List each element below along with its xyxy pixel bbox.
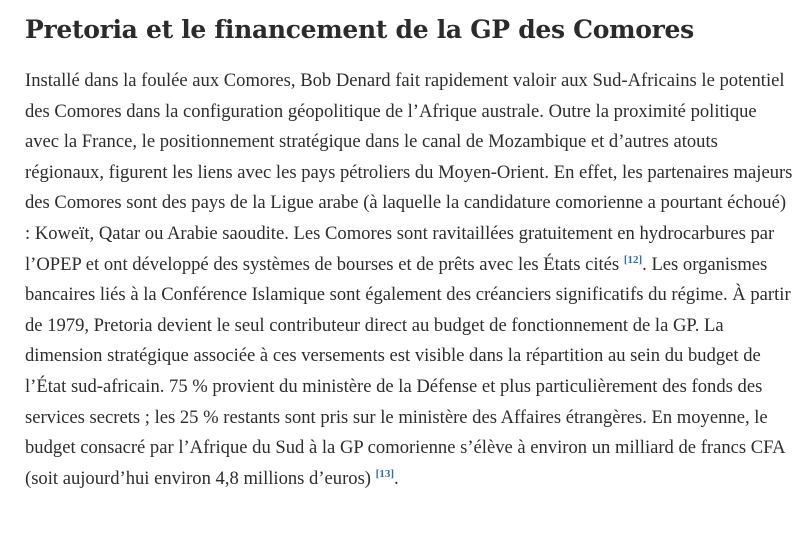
article-paragraph (25, 66, 793, 494)
paragraph-text-part-2: . Les organismes bancaires liés à la Conférence Islamique sont également des créanciers significatifs du régime. À partir de 1979, Pretoria devient le seul contributeur direct au budget de fonctionnement de la GP. La dimension stratégique associée à ces versements est visible dans la répartition au sein du budget de l’État sud-africain. 75 % provient du ministère de la Défense et plus particulièrement des fonds des services secrets ; les 25 % restants sont pris sur le ministère des Affaires étrangères. En moyenne, le budget consacré par l’Afrique du Sud à la GP comorienne s’élève à environ un milliard de francs CFA (soit aujourd’hui environ 4,8 millions d’euros) (25, 253, 791, 489)
footnote-link-12[interactable]: [12] (623, 253, 643, 266)
footnote-link-13[interactable]: [13] (375, 467, 394, 480)
article (25, 14, 793, 494)
paragraph-text-part-3: . (393, 467, 399, 489)
section-heading: Pretoria et le financement de la GP des Comores (25, 15, 694, 44)
footnote-reference-12 (624, 253, 642, 265)
footnote-reference-13 (376, 468, 394, 480)
paragraph-text-part-1: Installé dans la foulée aux Comores, Bob Denard fait rapidement valoir aux Sud-Africains le potentiel des Comores dans la configuration géopolitique de l’Afrique australe. Outre la proximité politique avec la France, le positionnement stratégique dans le canal de Mozambique et d’autres atouts régionaux, figurent les liens avec les pays pétroliers du Moyen-Orient. En effet, les partenaires majeurs des Comores sont des pays de la Ligue arabe (à laquelle la candidature comorienne a pourtant échoué) : Koweït, Qatar ou Arabie saoudite. Les Comores sont ravitaillées gratuitement en hydrocarbures par l’OPEP et ont développé des systèmes de bourses et de prêts avec les États cités (25, 70, 793, 275)
